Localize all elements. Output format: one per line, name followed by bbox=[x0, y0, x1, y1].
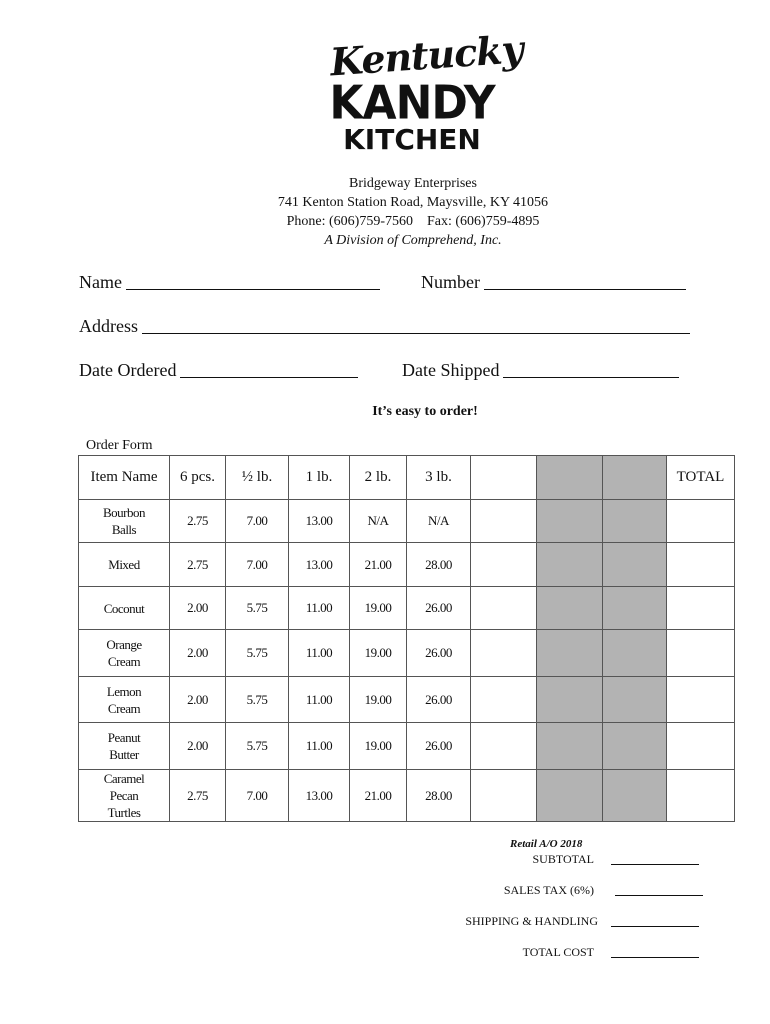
company-division: A Division of Comprehend, Inc. bbox=[324, 233, 502, 248]
blank-entry-cell[interactable] bbox=[471, 587, 537, 630]
price-6pcs-cell: 2.00 bbox=[170, 630, 226, 677]
date-ordered-input-line[interactable] bbox=[180, 376, 358, 378]
date-shipped-label: Date Shipped bbox=[402, 360, 500, 380]
header-item-name: Item Name bbox=[79, 456, 170, 500]
shaded-entry-cell bbox=[537, 630, 603, 677]
address-field[interactable] bbox=[79, 316, 690, 337]
total-entry-cell[interactable] bbox=[667, 723, 735, 770]
price-3lb-cell: 26.00 bbox=[407, 677, 471, 723]
shaded-entry-cell bbox=[537, 500, 603, 543]
table-row bbox=[79, 543, 735, 587]
price-1lb-cell: 11.00 bbox=[289, 723, 350, 770]
header-2lb: 2 lb. bbox=[350, 456, 407, 500]
price-3lb-cell: 26.00 bbox=[407, 723, 471, 770]
shipping-line[interactable] bbox=[611, 926, 699, 927]
price-3lb-cell: 26.00 bbox=[407, 587, 471, 630]
total-cost-line[interactable] bbox=[611, 957, 699, 958]
table-row bbox=[79, 723, 735, 770]
table-row bbox=[79, 677, 735, 723]
date-ordered-field[interactable] bbox=[79, 360, 358, 381]
price-3lb-cell: 28.00 bbox=[407, 543, 471, 587]
price-1lb-cell: 11.00 bbox=[289, 677, 350, 723]
header-6pcs: 6 pcs. bbox=[170, 456, 226, 500]
table-row bbox=[79, 587, 735, 630]
shaded-entry-cell bbox=[537, 587, 603, 630]
item-name-cell: Coconut bbox=[79, 587, 170, 630]
shaded-entry-cell bbox=[603, 723, 667, 770]
header-shaded-1 bbox=[537, 456, 603, 500]
address-label: Address bbox=[79, 316, 138, 336]
price-1lb-cell: 11.00 bbox=[289, 587, 350, 630]
price-half-lb-cell: 5.75 bbox=[226, 677, 289, 723]
item-name-cell: Peanut Butter bbox=[79, 723, 170, 770]
blank-entry-cell[interactable] bbox=[471, 500, 537, 543]
shaded-entry-cell bbox=[537, 723, 603, 770]
price-6pcs-cell: 2.75 bbox=[170, 770, 226, 822]
company-phone-fax: Phone: (606)759-7560 Fax: (606)759-4895 bbox=[286, 214, 540, 229]
header-half-lb: ½ lb. bbox=[226, 456, 289, 500]
date-shipped-input-line[interactable] bbox=[503, 376, 679, 378]
logo-script-text: Kentucky bbox=[328, 26, 524, 85]
table-row bbox=[79, 770, 735, 822]
tagline: It’s easy to order! bbox=[372, 404, 478, 419]
address-input-line[interactable] bbox=[142, 332, 690, 334]
logo-kitchen-text: KITCHEN bbox=[343, 123, 481, 156]
order-form-label: Order Form bbox=[86, 438, 153, 453]
shipping-label: SHIPPING & HANDLING bbox=[465, 914, 598, 928]
company-name: Bridgeway Enterprises bbox=[349, 176, 477, 191]
name-field[interactable] bbox=[79, 272, 380, 293]
total-entry-cell[interactable] bbox=[667, 630, 735, 677]
item-name-cell: Caramel Pecan Turtles bbox=[79, 770, 170, 822]
shaded-entry-cell bbox=[603, 500, 667, 543]
header-1lb: 1 lb. bbox=[289, 456, 350, 500]
blank-entry-cell[interactable] bbox=[471, 630, 537, 677]
price-half-lb-cell: 7.00 bbox=[226, 543, 289, 587]
subtotal-line[interactable] bbox=[611, 864, 699, 865]
shaded-entry-cell bbox=[603, 677, 667, 723]
price-1lb-cell: 13.00 bbox=[289, 770, 350, 822]
item-name-cell: Bourbon Balls bbox=[79, 500, 170, 543]
name-input-line[interactable] bbox=[126, 288, 380, 290]
number-input-line[interactable] bbox=[484, 288, 686, 290]
sales-tax-label: SALES TAX (6%) bbox=[503, 883, 594, 897]
total-entry-cell[interactable] bbox=[667, 500, 735, 543]
price-2lb-cell: 21.00 bbox=[350, 770, 407, 822]
price-6pcs-cell: 2.00 bbox=[170, 587, 226, 630]
price-6pcs-cell: 2.00 bbox=[170, 677, 226, 723]
price-half-lb-cell: 5.75 bbox=[226, 587, 289, 630]
blank-entry-cell[interactable] bbox=[471, 770, 537, 822]
total-entry-cell[interactable] bbox=[667, 587, 735, 630]
shaded-entry-cell bbox=[603, 630, 667, 677]
price-6pcs-cell: 2.00 bbox=[170, 723, 226, 770]
header-blank-1 bbox=[471, 456, 537, 500]
total-entry-cell[interactable] bbox=[667, 677, 735, 723]
date-shipped-field[interactable] bbox=[402, 360, 679, 381]
price-3lb-cell: N/A bbox=[407, 500, 471, 543]
price-2lb-cell: 19.00 bbox=[350, 723, 407, 770]
shaded-entry-cell bbox=[603, 543, 667, 587]
price-half-lb-cell: 5.75 bbox=[226, 630, 289, 677]
header-total: TOTAL bbox=[667, 456, 735, 500]
company-address: 741 Kenton Station Road, Maysville, KY 41056 bbox=[277, 195, 549, 210]
sales-tax-line[interactable] bbox=[615, 895, 703, 896]
order-table bbox=[78, 455, 735, 822]
price-half-lb-cell: 7.00 bbox=[226, 500, 289, 543]
price-1lb-cell: 13.00 bbox=[289, 543, 350, 587]
shaded-entry-cell bbox=[603, 770, 667, 822]
price-3lb-cell: 26.00 bbox=[407, 630, 471, 677]
total-cost-label: TOTAL COST bbox=[522, 945, 594, 959]
blank-entry-cell[interactable] bbox=[471, 723, 537, 770]
item-name-cell: Lemon Cream bbox=[79, 677, 170, 723]
shaded-entry-cell bbox=[603, 587, 667, 630]
price-6pcs-cell: 2.75 bbox=[170, 543, 226, 587]
table-row bbox=[79, 500, 735, 543]
number-label: Number bbox=[421, 272, 480, 292]
item-name-cell: Orange Cream bbox=[79, 630, 170, 677]
retail-note: Retail A/O 2018 bbox=[510, 838, 583, 850]
blank-entry-cell[interactable] bbox=[471, 677, 537, 723]
item-name-cell: Mixed bbox=[79, 543, 170, 587]
header-shaded-2 bbox=[603, 456, 667, 500]
logo-kandy-text: KANDY bbox=[329, 76, 495, 131]
price-half-lb-cell: 5.75 bbox=[226, 723, 289, 770]
price-2lb-cell: N/A bbox=[350, 500, 407, 543]
price-3lb-cell: 28.00 bbox=[407, 770, 471, 822]
header-3lb: 3 lb. bbox=[407, 456, 471, 500]
price-6pcs-cell: 2.75 bbox=[170, 500, 226, 543]
subtotal-label: SUBTOTAL bbox=[532, 852, 594, 866]
price-2lb-cell: 19.00 bbox=[350, 587, 407, 630]
table-header-row bbox=[79, 456, 735, 500]
price-1lb-cell: 13.00 bbox=[289, 500, 350, 543]
price-half-lb-cell: 7.00 bbox=[226, 770, 289, 822]
shaded-entry-cell bbox=[537, 543, 603, 587]
price-1lb-cell: 11.00 bbox=[289, 630, 350, 677]
price-2lb-cell: 21.00 bbox=[350, 543, 407, 587]
shaded-entry-cell bbox=[537, 770, 603, 822]
date-ordered-label: Date Ordered bbox=[79, 360, 177, 380]
table-row bbox=[79, 630, 735, 677]
number-field[interactable] bbox=[421, 272, 686, 293]
total-entry-cell[interactable] bbox=[667, 543, 735, 587]
shaded-entry-cell bbox=[537, 677, 603, 723]
price-2lb-cell: 19.00 bbox=[350, 677, 407, 723]
total-entry-cell[interactable] bbox=[667, 770, 735, 822]
blank-entry-cell[interactable] bbox=[471, 543, 537, 587]
name-label: Name bbox=[79, 272, 122, 292]
price-2lb-cell: 19.00 bbox=[350, 630, 407, 677]
